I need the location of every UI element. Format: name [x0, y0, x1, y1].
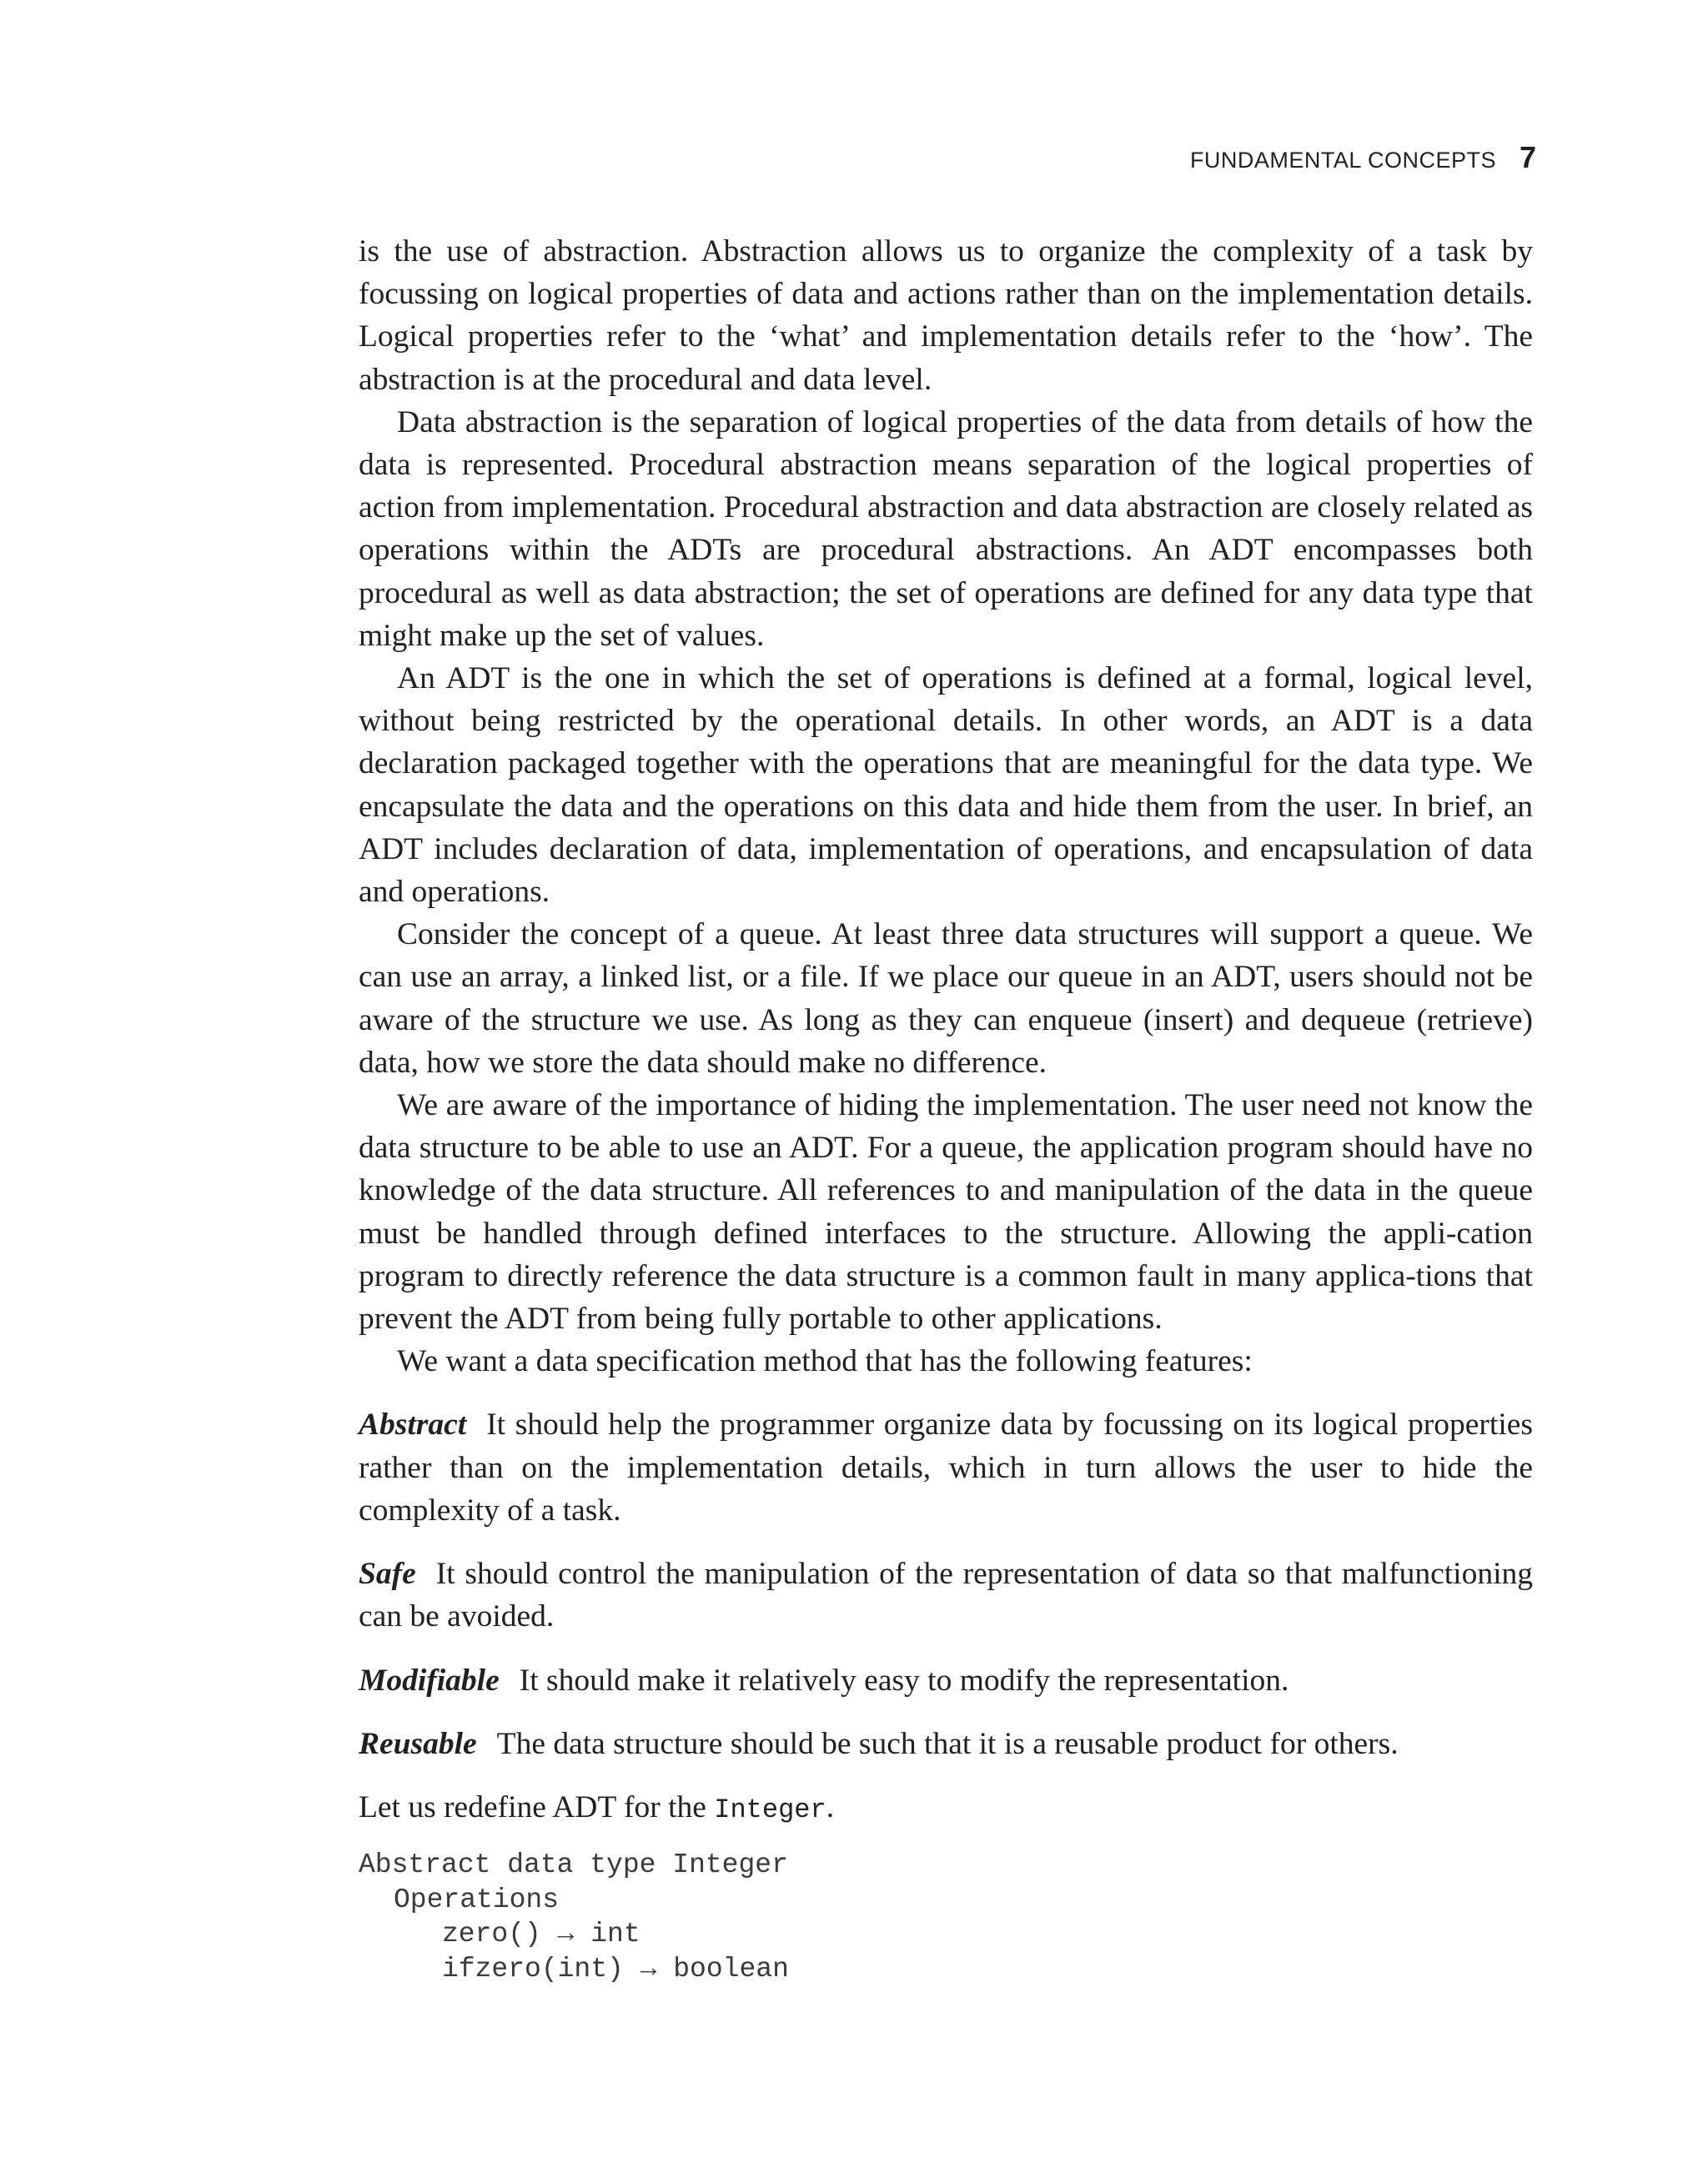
paragraph-adt-definition: An ADT is the one in which the set of operations is defined at a formal, logical level, without being restricted by the operational details. In other words, an ADT is a data declaration packaged together with the operations that are meaningful for the data type. We encapsulate the data and the operations on this data and hide them from the user. In brief, an ADT includes declaration of data, implementation of operations, and encapsulation of data and operations. [359, 661, 1533, 910]
feature-safe [359, 1553, 1533, 1638]
feature-description: It should make it relatively easy to modify the representation. [519, 1663, 1289, 1698]
feature-term: Reusable [359, 1726, 477, 1761]
paragraph-hiding-implementation: We are aware of the importance of hiding the implementation. The user need not know the data structure to be able to use an ADT. For a queue, the application program should have no knowledge of the data structure. All references to and manipulation of the data in the queue must be handled through defined interfaces to the structure. Allowing the appli-cation program to directly reference the data structure is a common fault in many applica-tions that prevent the ADT from being fully portable to other applications. [359, 1088, 1533, 1337]
feature-term: Abstract [359, 1408, 467, 1443]
feature-term: Safe [359, 1557, 416, 1592]
feature-abstract [359, 1403, 1533, 1532]
inline-code-integer: Integer [714, 1794, 826, 1825]
feature-description: It should control the manipulation of the representation of data so that malfunctioning can be avoided. [359, 1557, 1533, 1634]
code-line: ifzero(int) → boolean [442, 1953, 789, 1985]
feature-reusable [359, 1723, 1533, 1765]
paragraph-data-abstraction: Data abstraction is the separation of logical properties of the data from details of how the data is represented. Procedural abstraction means separation of the logical properties of action from implementation. Procedural abstraction and data abstraction are closely related as operations within the ADTs are procedural abstractions. An ADT encompasses both procedural as well as data abstraction; the set of operations are defined for any data type that might make up the set of values. [359, 404, 1533, 653]
running-head-title: FUNDAMENTAL CONCEPTS [1189, 148, 1496, 173]
feature-term: Modifiable [359, 1663, 500, 1698]
lead-in-text: Let us redefine ADT for the [359, 1789, 715, 1824]
running-header [1190, 140, 1536, 175]
paragraph-queue-example: Consider the concept of a queue. At least three data structures will support a queue. We can use an array, a linked list, or a file. If we place our queue in an ADT, users should not be aware of the structure we use. As long as they can enqueue (insert) and dequeue (retrieve) data, how we store the data should make no difference. [359, 917, 1533, 1080]
feature-modifiable [359, 1659, 1533, 1702]
code-line: Abstract data type Integer [359, 1849, 788, 1881]
page-body [359, 230, 1533, 1986]
feature-description: The data structure should be such that it is a reusable product for others. [496, 1726, 1399, 1761]
code-block [359, 1848, 1533, 1986]
lead-in-end: . [826, 1789, 835, 1824]
code-line: zero() → int [442, 1919, 640, 1950]
page-number: 7 [1519, 140, 1536, 174]
paragraph-continued: is the use of abstraction. Abstraction allows us to organize the complexity of a task by focussing on logical properties of data and actions rather than on the implementation details. Logical properties refer to the ‘what’ and implementation details refer to the ‘how’. The abstraction is at the procedural and data level. [359, 234, 1533, 397]
code-lead-in [359, 1786, 1533, 1831]
code-line: Operations [394, 1884, 560, 1915]
feature-description: It should help the programmer organize data by focussing on its logical properties rather than on the implementation details, which in turn allows the user to hide the complexity of a task. [359, 1408, 1533, 1528]
paragraph-features-intro: We want a data specification method that has the following features: [397, 1344, 1253, 1379]
